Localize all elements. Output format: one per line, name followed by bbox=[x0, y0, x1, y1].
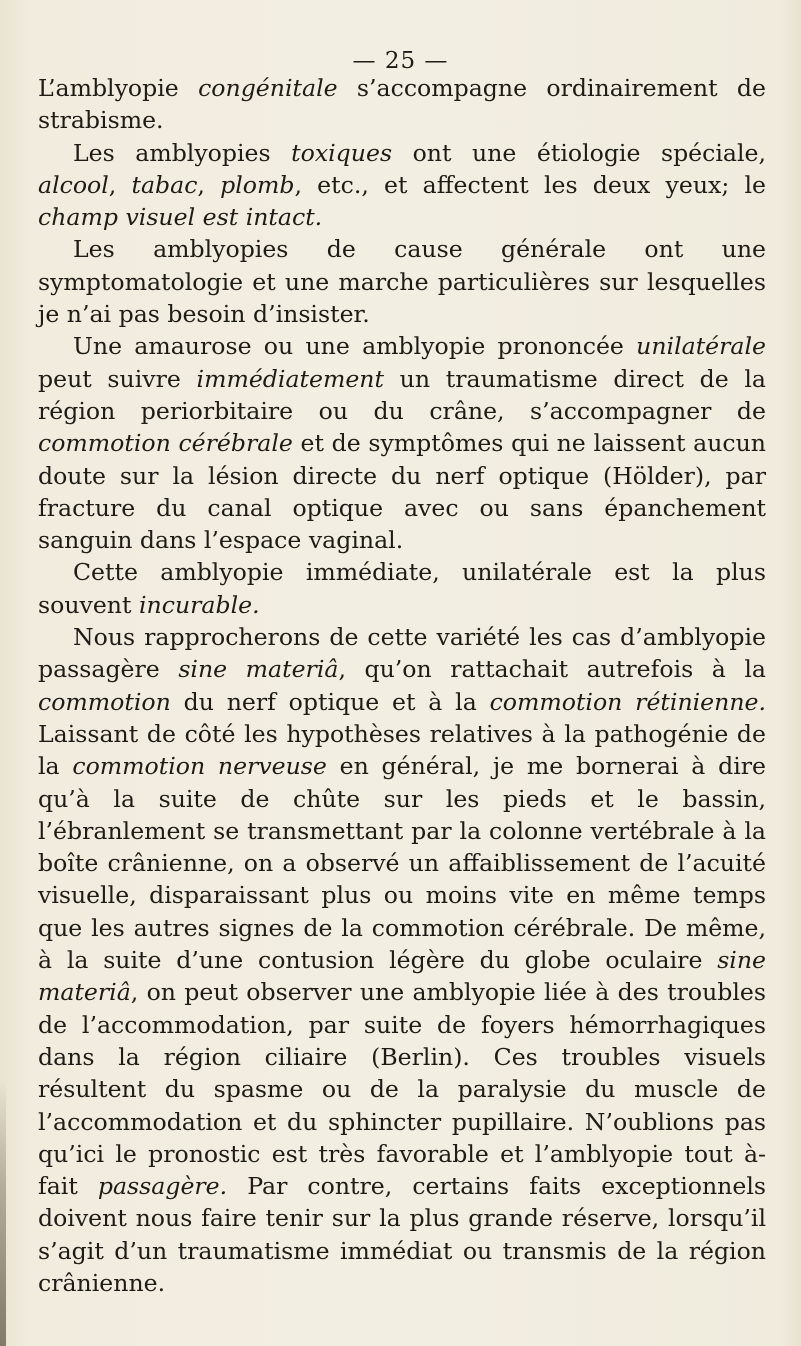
text-run: , bbox=[108, 170, 132, 199]
text-run: , etc., et affectent les deux yeux; le bbox=[294, 170, 767, 199]
page-binding-shadow bbox=[0, 1080, 6, 1346]
italic-text-run: commotion rétinienne. bbox=[489, 687, 766, 716]
italic-text-run: sine materiâ bbox=[178, 655, 339, 684]
italic-text-run: commotion nerveuse bbox=[72, 752, 327, 781]
text-run: Nous rapprocherons de cette variété les cas d’amblyopie passagère bbox=[38, 623, 766, 684]
paragraph-toxic-amblyopia bbox=[38, 137, 766, 234]
text-run: , qu’on rattachait autrefois à la bbox=[338, 655, 767, 684]
italic-text-run: passagère. bbox=[97, 1172, 228, 1201]
text-run: Laissant de côté les hypothèses relatives à la pathogénie de la bbox=[38, 719, 766, 781]
text-run: Cette amblyopie immédiate, unilatérale est la plus souvent bbox=[38, 558, 766, 619]
text-run: s’accompagne ordinairement de strabisme. bbox=[38, 74, 766, 135]
text-run: Les amblyopies bbox=[73, 138, 292, 167]
italic-text-run: commotion cérébrale bbox=[38, 429, 293, 458]
text-run: et de symptômes qui ne laissent aucun doute sur la lésion directe du nerf optique (Hölder), par fracture du canal optique avec ou sans épanchement sanguin dans l’espace vaginal. bbox=[38, 429, 766, 555]
text-run: Les amblyopies de cause générale ont une symptomatologie et une marche particulières sur lesquelles je n’ai pas besoin d’insister. bbox=[38, 235, 766, 329]
paragraph-congenital-amblyopia bbox=[38, 72, 766, 137]
text-run: Une amaurose ou une amblyopie prononcée bbox=[73, 332, 637, 361]
text-run: Par contre, certains faits exceptionnels doivent nous faire tenir sur la plus grande réserve, lorsqu’il s’agit d’un traumatisme immédiat ou transmis de la région crânienne. bbox=[38, 1172, 766, 1297]
italic-text-run: unilatérale bbox=[636, 332, 766, 361]
italic-text-run: plomb bbox=[220, 170, 295, 199]
text-run: ont une étiologie spéciale, bbox=[392, 138, 766, 167]
italic-text-run: alcool bbox=[38, 170, 109, 199]
paragraph-general-cause-amblyopia bbox=[38, 233, 766, 330]
italic-text-run: toxiques bbox=[291, 138, 393, 167]
body-text bbox=[38, 72, 766, 1299]
italic-text-run: champ visuel est intact. bbox=[38, 203, 323, 232]
text-run: en général, je me bornerai à dire qu’à la suite de chûte sur les pieds et le bassin, l’ébranlement se transmettant par la colonne vertébrale à la boîte crânienne, on a observé un affaiblissement de l’acuité visuelle, disparaissant plus ou moins vite en même temps que les autres signes de la commotion cérébrale. De même, à la suite d’une contusion légère du globe oculaire bbox=[38, 752, 766, 975]
text-run: peut suivre bbox=[38, 364, 197, 393]
italic-text-run: tabac bbox=[131, 170, 198, 199]
paragraph-immediate-amblyopia bbox=[38, 556, 766, 621]
italic-text-run: commotion bbox=[38, 687, 171, 716]
text-run: , bbox=[197, 170, 221, 199]
text-run: un traumatisme direct de la région periorbitaire ou du crâne, s’accompagner de bbox=[38, 364, 766, 425]
italic-text-run: immédiatement bbox=[196, 364, 384, 393]
paragraph-transient-amblyopia bbox=[38, 621, 766, 1299]
text-run: , on peut observer une amblyopie liée à des troubles de l’accommodation, par suite de foyers hémorrhagiques dans la région ciliaire (Berlin). Ces troubles visuels résultent du spasme ou de la paralysie du muscle de l’accommodation et du sphincter pupillaire. N’oublions pas qu’ici le pronostic est très favorable et l’amblyopie tout à-fait bbox=[38, 978, 766, 1201]
text-run: du nerf optique et à la bbox=[170, 687, 490, 716]
page-number: — 25 — bbox=[352, 48, 449, 74]
italic-text-run: incurable. bbox=[138, 590, 260, 619]
paragraph-unilateral-amaurosis bbox=[38, 330, 766, 556]
italic-text-run: sine materiâ bbox=[38, 946, 766, 1007]
italic-text-run: congénitale bbox=[198, 74, 338, 102]
text-run: L’amblyopie bbox=[38, 74, 199, 102]
